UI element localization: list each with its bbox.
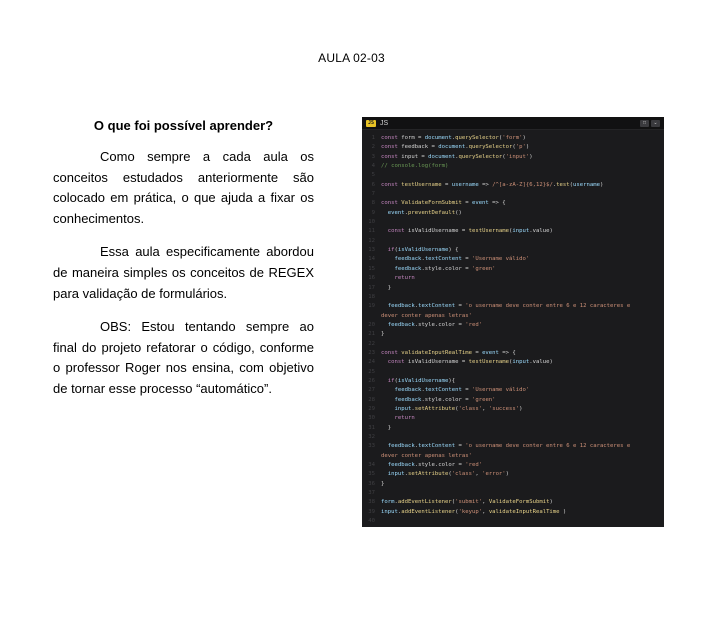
line-number: 9	[371, 209, 375, 216]
code-line	[362, 498, 664, 507]
line-number: 39	[368, 508, 375, 515]
paragraph-regex: Essa aula especificamente abordou de maneira simples os conceitos de REGEX para validação de formulários.	[53, 244, 314, 301]
code-screenshot	[362, 117, 664, 527]
line-code: feedback.style.color = 'green'	[394, 265, 496, 272]
line-code: const ValidateFormSubmit = event => {	[381, 200, 506, 207]
line-code: feedback.style.color = 'red'	[387, 462, 483, 469]
line-number	[362, 452, 381, 461]
code-line	[362, 255, 664, 264]
code-line	[362, 386, 664, 395]
line-code: feedback.textContent = 'Username válido'	[394, 387, 530, 394]
code-line	[362, 162, 664, 171]
line-code	[381, 433, 664, 442]
code-line	[362, 330, 664, 339]
code-line	[362, 489, 664, 498]
line-code: dever conter apenas letras'	[381, 452, 472, 459]
line-code: const testUsername = username => /^[a-zA-Z]{6,12}$/.test(username)	[381, 181, 604, 188]
code-line	[362, 181, 664, 190]
code-line	[362, 442, 664, 451]
line-number: 34	[368, 462, 375, 469]
line-number: 38	[368, 499, 375, 506]
chevron-down-icon[interactable]: ⌄	[651, 120, 660, 127]
line-number: 17	[368, 284, 375, 291]
code-line	[362, 312, 664, 321]
code-line	[362, 470, 664, 479]
line-number: 3	[371, 153, 375, 160]
line-code: }	[381, 284, 392, 291]
line-code	[381, 517, 664, 526]
line-code: form.addEventListener('submit', ValidateFormSubmit)	[381, 499, 553, 506]
line-number: 20	[368, 321, 375, 328]
line-number: 22	[368, 340, 375, 347]
line-code: const isValidUsername = testUsername(input.value)	[387, 228, 553, 235]
line-number	[362, 312, 381, 321]
code-line	[362, 302, 664, 311]
line-code	[381, 489, 664, 498]
line-code: // console.log(form)	[381, 163, 449, 170]
line-code: dever conter apenas letras'	[381, 312, 472, 319]
line-code: return	[394, 275, 415, 282]
line-code: input.setAttribute('class', 'success')	[394, 405, 523, 412]
line-code: const feedback = document.querySelector('p')	[381, 144, 530, 151]
paragraph-obs: OBS: Estou tentando sempre ao final do projeto refatorar o código, conforme o professor Roger nos ensina, com objetivo de tornar esse processo “automático”.	[53, 319, 314, 396]
line-number: 8	[371, 200, 375, 207]
code-line	[362, 480, 664, 489]
code-line	[362, 237, 664, 246]
line-number: 31	[368, 424, 375, 431]
line-code: if(isValidUsername) {	[387, 247, 459, 254]
line-number: 36	[368, 480, 375, 487]
code-line	[362, 358, 664, 367]
line-code	[381, 340, 664, 349]
code-line	[362, 209, 664, 218]
code-language-label: JS	[380, 119, 389, 127]
line-number: 10	[368, 219, 375, 226]
line-code: }	[381, 424, 392, 431]
line-code: const isValidUsername = testUsername(input.value)	[387, 359, 553, 366]
line-code: input.addEventListener('keyup', validateInputRealTime )	[381, 508, 567, 515]
code-line	[362, 284, 664, 293]
copy-icon[interactable]: □	[640, 120, 649, 127]
code-line	[362, 340, 664, 349]
line-code: }	[381, 480, 385, 487]
section-heading: O que foi possível aprender?	[93, 118, 274, 133]
line-number: 23	[368, 349, 375, 356]
line-number: 16	[368, 275, 375, 282]
line-number: 33	[368, 443, 375, 450]
line-number: 32	[368, 434, 375, 440]
code-line	[362, 414, 664, 423]
line-code	[381, 171, 664, 180]
line-code: const form = document.querySelector('form')	[381, 135, 526, 141]
code-line	[362, 265, 664, 274]
line-code: feedback.textContent = 'o username deve conter entre 6 e 12 caracteres e	[387, 443, 631, 450]
line-number: 2	[371, 144, 375, 151]
code-body	[362, 130, 664, 526]
line-number: 14	[368, 256, 375, 263]
code-line	[362, 321, 664, 330]
line-code: feedback.textContent = 'o username deve conter entre 6 e 12 caracteres e	[387, 303, 631, 310]
line-number: 11	[368, 228, 375, 235]
line-code: feedback.style.color = 'green'	[394, 396, 496, 403]
js-file-icon: JS	[368, 119, 375, 126]
code-line	[362, 396, 664, 405]
line-code: input.setAttribute('class', 'error')	[387, 471, 510, 478]
code-line	[362, 293, 664, 302]
line-number: 21	[368, 331, 375, 338]
line-number: 40	[368, 518, 375, 525]
line-code: return	[394, 415, 415, 422]
line-number: 18	[368, 293, 375, 300]
code-line	[362, 349, 664, 358]
code-line	[362, 143, 664, 152]
code-line	[362, 190, 664, 199]
line-number: 35	[368, 471, 375, 478]
line-code: const input = document.querySelector('input')	[381, 153, 533, 160]
line-code	[381, 218, 664, 227]
line-code: event.preventDefault()	[387, 209, 462, 216]
code-line	[362, 461, 664, 470]
line-code: const validateInputRealTime = event => {	[381, 349, 516, 356]
code-tab-actions	[640, 120, 660, 127]
line-number: 19	[368, 303, 375, 310]
document-title: AULA 02-03	[318, 51, 385, 65]
line-number: 15	[368, 265, 375, 272]
code-line	[362, 171, 664, 180]
line-code: }	[381, 331, 385, 338]
line-number: 26	[368, 377, 375, 384]
line-number: 28	[368, 396, 375, 403]
line-number: 13	[368, 247, 375, 254]
code-line	[362, 227, 664, 236]
code-line	[362, 377, 664, 386]
line-number: 12	[368, 237, 375, 244]
code-line	[362, 246, 664, 255]
code-line	[362, 134, 664, 143]
line-number: 30	[368, 415, 375, 422]
code-line	[362, 452, 664, 461]
line-number: 4	[371, 163, 375, 170]
text-column	[53, 118, 314, 413]
code-line	[362, 424, 664, 433]
code-line	[362, 433, 664, 442]
line-number: 1	[371, 135, 375, 141]
line-code	[381, 293, 664, 302]
line-number: 25	[368, 368, 375, 375]
code-line	[362, 218, 664, 227]
line-number: 7	[371, 191, 375, 198]
paragraph-intro: Como sempre a cada aula os conceitos estudados anteriormente são colocado em prática, o que ajuda a fixar os conhecimentos.	[53, 149, 314, 226]
line-code	[381, 368, 664, 377]
line-code: feedback.textContent = 'Username válido'	[394, 256, 530, 263]
code-tab-bar	[362, 117, 664, 130]
code-line	[362, 153, 664, 162]
line-number: 24	[368, 359, 375, 366]
code-line	[362, 405, 664, 414]
line-code	[381, 190, 664, 199]
code-line	[362, 517, 664, 526]
line-code	[381, 237, 664, 246]
line-number: 37	[368, 490, 375, 497]
line-code: if(isValidUsername){	[387, 377, 456, 384]
code-line	[362, 508, 664, 517]
line-code: feedback.style.color = 'red'	[387, 321, 483, 328]
line-number: 29	[368, 405, 375, 412]
line-number: 5	[371, 172, 375, 179]
code-line	[362, 199, 664, 208]
code-line	[362, 274, 664, 283]
line-number: 6	[371, 181, 375, 188]
code-line	[362, 368, 664, 377]
line-number: 27	[368, 387, 375, 394]
